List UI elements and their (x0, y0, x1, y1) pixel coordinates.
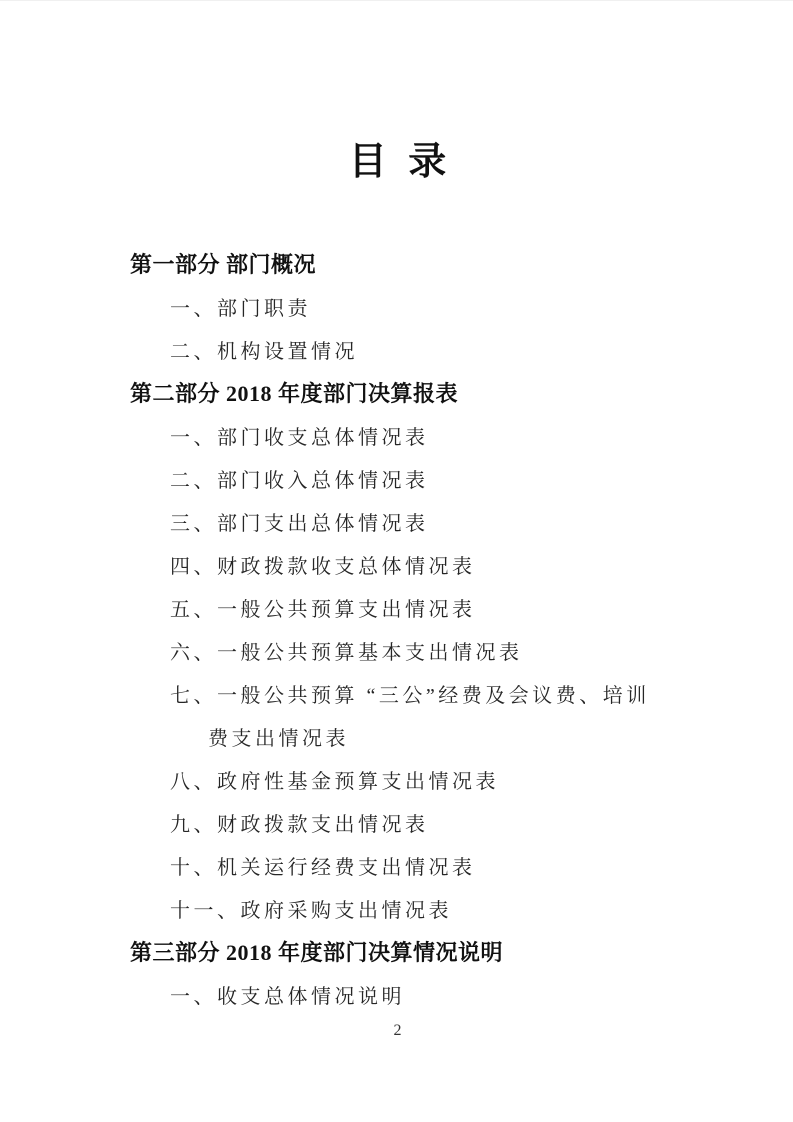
toc-item: 十、机关运行经费支出情况表 (170, 856, 476, 879)
toc-section-heading: 第二部分 2018 年度部门决算报表 (130, 380, 459, 406)
toc-item: 一、部门职责 (170, 297, 311, 320)
toc-item: 一、部门收支总体情况表 (170, 426, 429, 449)
toc-section-heading: 第一部分 部门概况 (130, 251, 317, 277)
toc-item: 六、一般公共预算基本支出情况表 (170, 641, 523, 664)
toc-item: 二、机构设置情况 (170, 340, 358, 363)
toc-item: 九、财政拨款支出情况表 (170, 813, 429, 836)
toc-item: 三、部门支出总体情况表 (170, 512, 429, 535)
toc-item: 四、财政拨款收支总体情况表 (170, 555, 476, 578)
toc-item: 五、一般公共预算支出情况表 (170, 598, 476, 621)
toc-section-heading: 第三部分 2018 年度部门决算情况说明 (130, 939, 504, 965)
toc-item-continuation-line: 费支出情况表 (208, 727, 349, 750)
page-title: 目 录 (348, 141, 453, 183)
toc-item: 一、收支总体情况说明 (170, 985, 405, 1008)
toc-item: 八、政府性基金预算支出情况表 (170, 770, 499, 793)
toc-item: 二、部门收入总体情况表 (170, 469, 429, 492)
table-of-contents (130, 242, 665, 1016)
page-number: 2 (393, 1021, 402, 1039)
toc-item: 十一、政府采购支出情况表 (170, 899, 452, 922)
toc-item: 七、一般公共预算 “三公”经费及会议费、培训 (170, 684, 650, 707)
